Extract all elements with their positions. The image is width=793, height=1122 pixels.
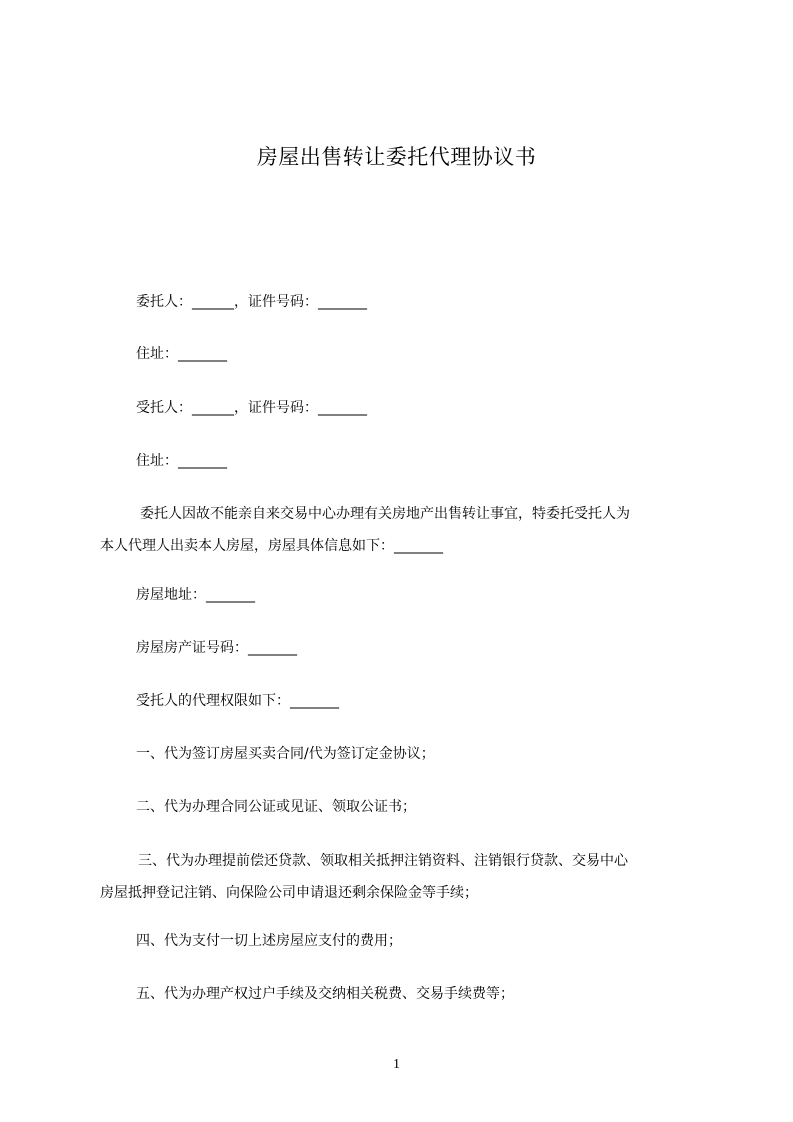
authority-item-2: 二、代为办理合同公证或见证、领取公证书； [136,799,416,815]
authority-item-3 [100,845,703,909]
intro-line-2: 本人代理人出卖本人房屋，房屋具体信息如下：_______ [100,538,443,554]
document-title: 房屋出售转让委托代理协议书 [256,145,537,169]
authority-item-4: 四、代为支付一切上述房屋应支付的费用； [136,933,402,949]
authority-item-5: 五、代为办理产权过户手续及交纳相关税费、交易手续费等； [136,986,514,1002]
intro-paragraph [100,498,703,562]
authority-item-3-line-1: 三、代为办理提前偿还贷款、领取相关抵押注销资料、注销银行贷款、交易中心 [138,853,628,869]
agent-line: 受托人：______，证件号码：_______ [136,400,367,416]
certificate-number-line: 房屋房产证号码：_______ [136,640,297,656]
authority-item-3-line-2: 房屋抵押登记注销、向保险公司申请退还剩余保险金等手续； [100,885,478,901]
agent-address-line: 住址：_______ [136,453,227,469]
principal-address-line: 住址：_______ [136,346,227,362]
principal-line: 委托人：______，证件号码：_______ [136,294,367,310]
intro-line-1: 委托人因故不能亲自来交易中心办理有关房地产出售转让事宜，特委托受托人为 [140,506,630,522]
page-number: 1 [393,1057,400,1072]
house-address-line: 房屋地址：_______ [136,587,255,603]
authority-item-1: 一、代为签订房屋买卖合同/代为签订定金协议； [136,746,435,762]
authority-intro-line: 受托人的代理权限如下：_______ [136,693,339,709]
